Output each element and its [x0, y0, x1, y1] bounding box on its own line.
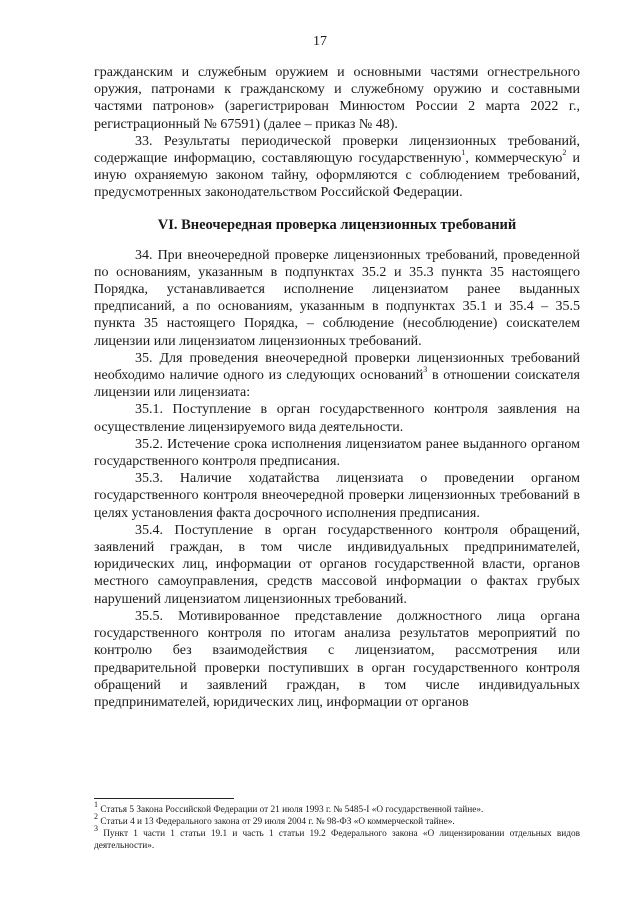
footnotes [94, 799, 580, 852]
document-body [94, 64, 580, 711]
section-heading: VI. Внеочередная проверка лицензионных требований [157, 216, 517, 233]
paragraph-35-4: 35.4. Поступление в орган государственного контроля обращений, заявлений граждан, в том числе индивидуальных предпринимателей, юридических лиц, информации от органов государственной власти, органов местного самоуправления, средств массовой информации о фактах грубых нарушений лицензиатом лицензионных требований. [94, 522, 580, 607]
paragraph-35-text-end: в отношении соискателя лицензии или лицензиата: [94, 368, 580, 401]
paragraph-35-5: 35.5. Мотивированное представление должностного лица органа государственного контроля по итогам анализа результатов мероприятий по контролю без взаимодействия с лицензиатом, рассмотрения или предварительной проверки поступивших в орган государственного контроля обращений и заявлений граждан, в том числе индивидуальных предпринимателей, юридических лиц, информации от органов [94, 608, 580, 710]
paragraph-33 [94, 133, 580, 202]
paragraph-35-3: 35.3. Наличие ходатайства лицензиата о проведении органом государственного контроля внеочередной проверки лицензионных требований в целях установления факта досрочного исполнения предписания. [94, 471, 580, 521]
footnote-ref-2: 2 [562, 148, 567, 158]
footnote-1 [94, 799, 580, 816]
footnote-3-text: Пункт 1 части 1 статьи 19.1 и часть 1 статьи 19.2 Федерального закона «О лицензировании отдельных видов деятельности». [94, 829, 580, 851]
page-number: 17 [313, 34, 327, 49]
footnote-2 [94, 811, 580, 828]
footnote-2-number: 2 [94, 811, 98, 821]
paragraph-33-text-mid: , коммерческую [465, 151, 563, 167]
footnote-3 [94, 823, 580, 852]
paragraph-continuation: гражданским и служебным оружием и основными частями огнестрельного оружия, патронами к гражданскому и служебному оружию и составными частями патронов» (зарегистрирован Минюстом России 2 марта 2022 г., регистрационный № 67591) (далее – приказ № 48). [94, 65, 580, 132]
footnote-3-number: 3 [94, 823, 98, 833]
footnote-1-number: 1 [94, 799, 98, 809]
paragraph-34: 34. При внеочередной проверке лицензионных требований, проведенной по основаниям, указанным в подпунктах 35.2 и 35.3 пункта 35 настоящего Порядка, устанавливается исполнение лицензиатом ранее выданных предписаний, а по основаниям, указанным в подпунктах 35.1 и 35.4 – 35.5 пункта 35 настоящего Порядка, – соблюдение (несоблюдение) соискателем лицензии или лицензиатом лицензионных требований. [94, 247, 580, 349]
paragraph-35-text-start: 35. Для проведения внеочередной проверки лицензионных требований необходимо наличие одного из следующих оснований [94, 350, 580, 384]
footnote-divider [94, 798, 234, 799]
paragraph-35-2: 35.2. Истечение срока исполнения лицензиатом ранее выданного органом государственного контроля предписания. [94, 436, 580, 470]
paragraph-33-text-end: и иную охраняемую законом тайну, оформляются с соблюдением требований, предусмотренных законодательством Российской Федерации. [94, 151, 581, 201]
footnote-ref-1: 1 [461, 148, 466, 158]
footnote-1-text: Статья 5 Закона Российской Федерации от 21 июля 1993 г. № 5485-I «О государственной тайне». [98, 805, 484, 815]
footnote-2-text: Статьи 4 и 13 Федерального закона от 29 июля 2004 г. № 98-ФЗ «О коммерческой тайне». [98, 817, 455, 827]
paragraph-35 [94, 350, 580, 402]
footnote-ref-3: 3 [423, 365, 428, 375]
paragraph-33-text-start: 33. Результаты периодической проверки лицензионных требований, содержащие информацию, составляющую государственную [94, 133, 580, 167]
paragraph-35-1: 35.1. Поступление в орган государственного контроля заявления на осуществление лицензируемого вида деятельности. [94, 402, 580, 435]
